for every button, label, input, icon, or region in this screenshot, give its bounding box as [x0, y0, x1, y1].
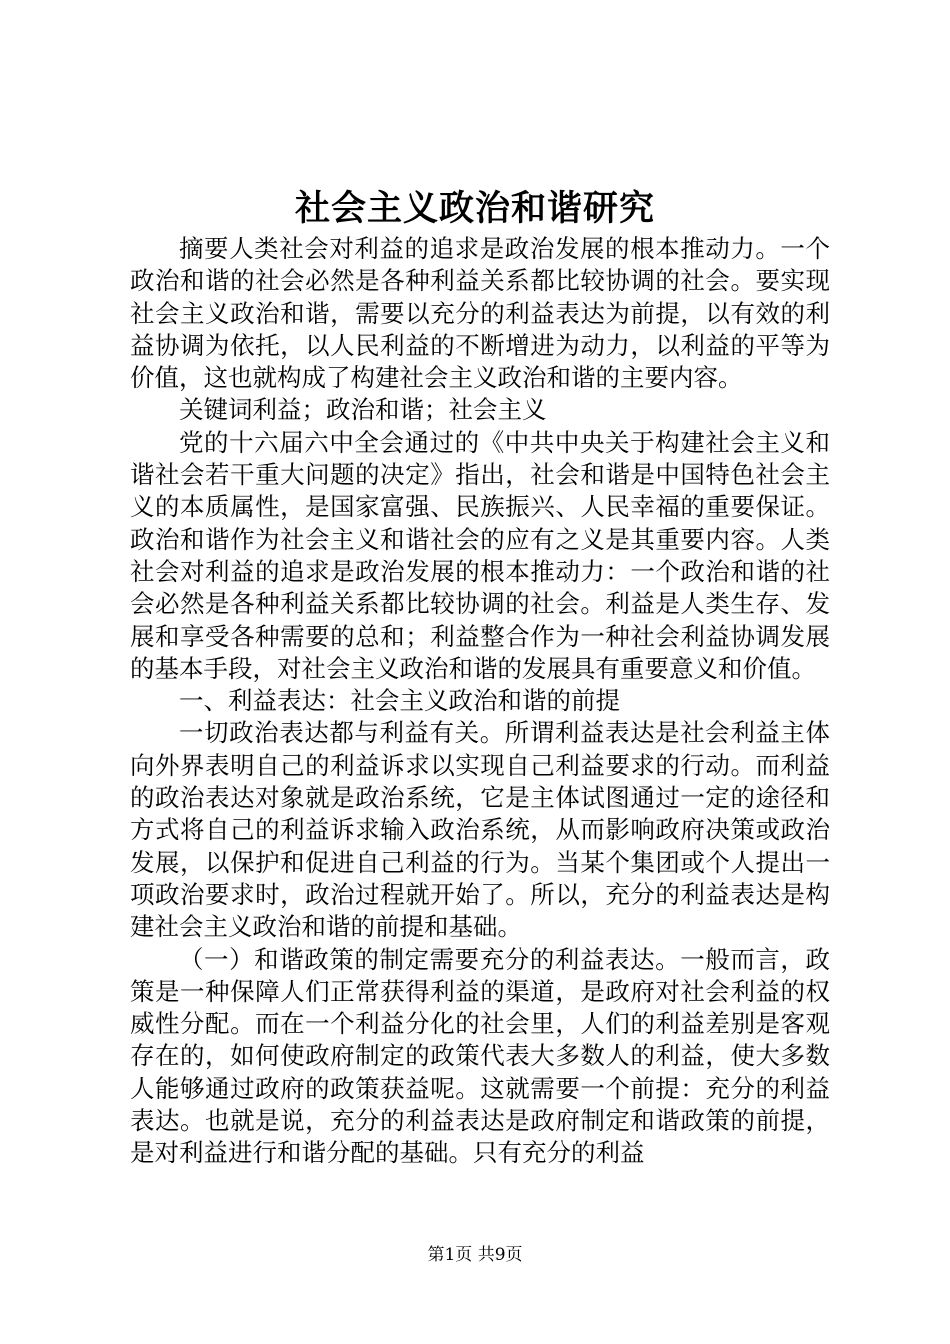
intro-paragraph: 党的十六届六中全会通过的《中共中央关于构建社会主义和谐社会若干重大问题的决定》指出，社会和谐是中国特色社会主义的本质属性，是国家富强、民族振兴、人民幸福的重要保证。政治和谐作为社会主义和谐社会的应有之义是其重要内容。人类社会对利益的追求是政治发展的根本推动力：一个政治和谐的社会必然是各种利益关系都比较协调的社会。利益是人类生存、发展和享受各种需要的总和；利益整合作为一种社会利益协调发展的基本手段，对社会主义政治和谐的发展具有重要意义和价值。	[130, 427, 830, 683]
keywords-paragraph: 关键词利益；政治和谐；社会主义	[179, 395, 547, 425]
document-body	[130, 233, 830, 1170]
document-title: 社会主义政治和谐研究	[294, 188, 655, 229]
abstract-paragraph: 摘要人类社会对利益的追求是政治发展的根本推动力。一个政治和谐的社会必然是各种利益关系都比较协调的社会。要实现社会主义政治和谐，需要以充分的利益表达为前提，以有效的利益协调为依托，以人民利益的不断增进为动力，以利益的平等为价值，这也就构成了构建社会主义政治和谐的主要内容。	[130, 234, 830, 393]
body-paragraph: 一切政治表达都与利益有关。所谓利益表达是社会利益主体向外界表明自己的利益诉求以实现自己利益要求的行动。而利益的政治表达对象就是政治系统，它是主体试图通过一定的途径和方式将自己的利益诉求输入政治系统，从而影响政府决策或政治发展，以保护和促进自己利益的行为。当某个集团或个人提出一项政治要求时，政治过程就开始了。所以，充分的利益表达是构建社会主义政治和谐的前提和基础。	[130, 718, 830, 942]
page-footer: 第1页 共9页	[427, 1245, 523, 1265]
section-heading: 一、利益表达：社会主义政治和谐的前提	[179, 686, 620, 716]
subsection-paragraph: （一）和谐政策的制定需要充分的利益表达。一般而言，政策是一种保障人们正常获得利益的渠道，是政府对社会利益的权威性分配。而在一个利益分化的社会里，人们的利益差别是客观存在的，如何使政府制定的政策代表大多数人的利益，使大多数人能够通过政府的政策获益呢。这就需要一个前提：充分的利益表达。也就是说，充分的利益表达是政府制定和谐政策的前提，是对利益进行和谐分配的基础。只有充分的利益	[130, 944, 830, 1168]
